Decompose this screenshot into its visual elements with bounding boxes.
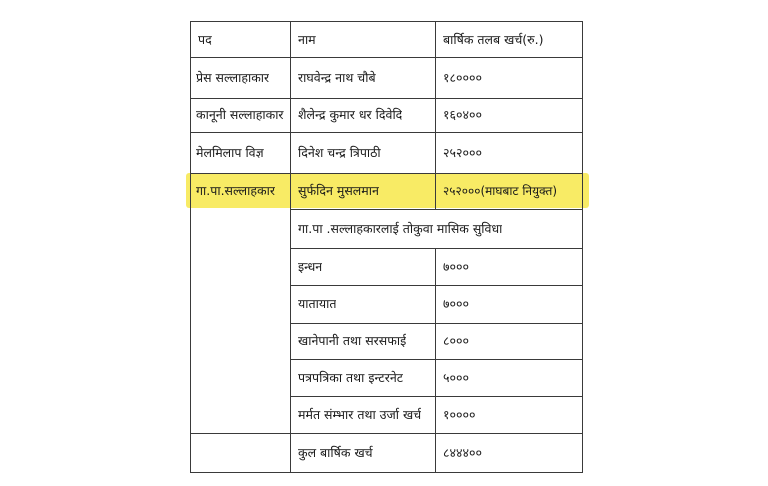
total-amount: ८४४४०० — [443, 445, 483, 460]
hline-7 — [290, 285, 583, 286]
hline-2 — [190, 98, 583, 99]
header-amount: बार्षिक तलब खर्च(रु.) — [443, 32, 544, 47]
hline-9 — [290, 359, 583, 360]
row-1-post: प्रेस सल्लाहाकार — [196, 70, 270, 85]
row-2-amount: १६०४०० — [443, 107, 483, 122]
facility-1-amount: ७००० — [443, 259, 470, 274]
facility-1-item: इन्धन — [298, 259, 323, 274]
row-4-post: गा.पा.सल्लाहकार — [196, 183, 275, 198]
hline-6 — [290, 248, 583, 249]
facility-4-item: पत्रपत्रिका तथा इन्टरनेट — [298, 370, 404, 385]
table-grid — [190, 21, 583, 473]
border-right — [582, 21, 583, 473]
hline-3 — [190, 132, 583, 133]
header-name: नाम — [298, 32, 316, 47]
hline-5 — [290, 209, 583, 210]
facility-5-item: मर्मत संम्भार तथा उर्जा खर्च — [298, 407, 422, 422]
header-post: पद — [198, 32, 212, 47]
facility-title: गा.पा .सल्लाहकारलाई तोकुवा मासिक सुविधा — [298, 221, 503, 236]
row-3-post: मेलमिलाप विज्ञ — [196, 145, 264, 160]
divider-col2-bottom — [435, 248, 436, 473]
row-3-name: दिनेश चन्द्र त्रिपाठी — [298, 145, 381, 160]
divider-col2-top — [435, 21, 436, 209]
hline-11 — [190, 433, 583, 434]
facility-2-amount: ७००० — [443, 296, 470, 311]
facility-3-amount: ८००० — [443, 333, 470, 348]
row-1-name: राघवेन्द्र नाथ चौबे — [298, 70, 376, 85]
divider-col1 — [290, 21, 291, 473]
hline-4 — [190, 173, 583, 174]
row-2-name: शैलेन्द्र कुमार धर दिवेदि — [298, 107, 403, 122]
row-1-amount: १८०००० — [443, 70, 483, 85]
facility-2-item: यातायात — [298, 296, 337, 311]
row-2-post: कानूनी सल्लाहाकार — [196, 107, 284, 122]
hline-10 — [290, 396, 583, 397]
border-top — [190, 21, 583, 22]
facility-4-amount: ५००० — [443, 370, 470, 385]
row-3-amount: २५२००० — [443, 145, 483, 160]
border-bottom — [190, 472, 583, 473]
facility-5-amount: १०००० — [443, 407, 476, 422]
hline-8 — [290, 323, 583, 324]
facility-3-item: खानेपानी तथा सरसफाई — [298, 333, 407, 348]
hline-1 — [190, 57, 583, 58]
border-left — [190, 21, 191, 473]
total-label: कुल बार्षिक खर्च — [298, 445, 373, 460]
row-4-amount: २५२०००(माघबाट नियुक्त) — [443, 184, 558, 198]
row-4-name: सुर्फदिन मुसलमान — [298, 183, 379, 198]
